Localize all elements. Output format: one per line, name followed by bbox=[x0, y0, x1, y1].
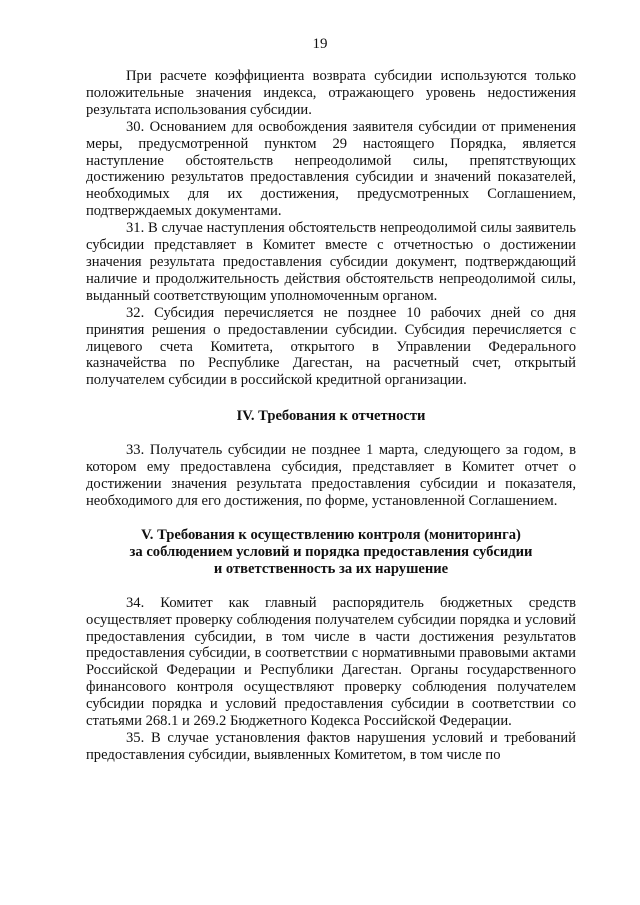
paragraph-35: 35. В случае установления фактов нарушения условий и требований предоставления субсидии, выявленных Комитетом, в том числе по bbox=[86, 730, 576, 763]
paragraph-return-coefficient: При расчете коэффициента возврата субсидии используются только положительные значения индекса, отражающего уровень недостижения результата использования субсидии. bbox=[86, 68, 576, 118]
section-5-heading-line: V. Требования к осуществлению контроля (мониторинга) bbox=[141, 526, 521, 543]
paragraph-33: 33. Получатель субсидии не позднее 1 марта, следующего за годом, в котором ему предоставлена субсидия, представляет в Комитет отчет о достижении значения результата предоставления субсидии и показателя, необходимого для его достижения, по форме, установленной Соглашением. bbox=[86, 442, 576, 509]
page-number: 19 bbox=[312, 36, 328, 52]
paragraph-31: 31. В случае наступления обстоятельств непреодолимой силы заявитель субсидии представляет в Комитет вместе с отчетностью о достижении значения результата предоставления субсидии документ, подтверждающий наличие и продолжительность действия обстоятельств непреодолимой силы, выданный соответствующим уполномоченным органом. bbox=[86, 220, 576, 304]
section-5-heading bbox=[86, 527, 576, 578]
paragraph-32: 32. Субсидия перечисляется не позднее 10 рабочих дней со дня принятия решения о предоставлении субсидии. Субсидия перечисляется с лицевого счета Комитета, открытого в Управлении Федерального казначейства по Республике Дагестан, на расчетный счет, открытый получателем субсидии в российской кредитной организации. bbox=[86, 304, 576, 389]
paragraph-34: 34. Комитет как главный распорядитель бюджетных средств осуществляет проверку соблюдения получателем субсидии порядка и условий предоставления субсидии, в том числе в части достижения результатов предоставления субсидии, в соответствии с нормативными правовыми актами Российской Федерации и Республики Дагестан. Органы государственного финансового контроля осуществляют проверку соблюдения получателем субсидии порядка и условий предоставления субсидии в соответствии со статьями 268.1 и 269.2 Бюджетного Кодекса Российской Федерации. bbox=[86, 594, 576, 730]
section-5-heading-line: и ответственность за их нарушение bbox=[213, 560, 449, 577]
section-5-heading-line: за соблюдением условий и порядка предоставления субсидии bbox=[129, 543, 533, 560]
document-body bbox=[86, 68, 576, 764]
section-4-heading: IV. Требования к отчетности bbox=[236, 408, 426, 425]
paragraph-30: 30. Основанием для освобождения заявителя субсидии от применения меры, предусмотренной пунктом 29 настоящего Порядка, является наступление обстоятельств непреодолимой силы, препятствующих достижению результатов предоставления субсидии и значений показателей, необходимых для их достижения, предусмотренных Соглашением, подтверждаемых документами. bbox=[86, 118, 576, 220]
